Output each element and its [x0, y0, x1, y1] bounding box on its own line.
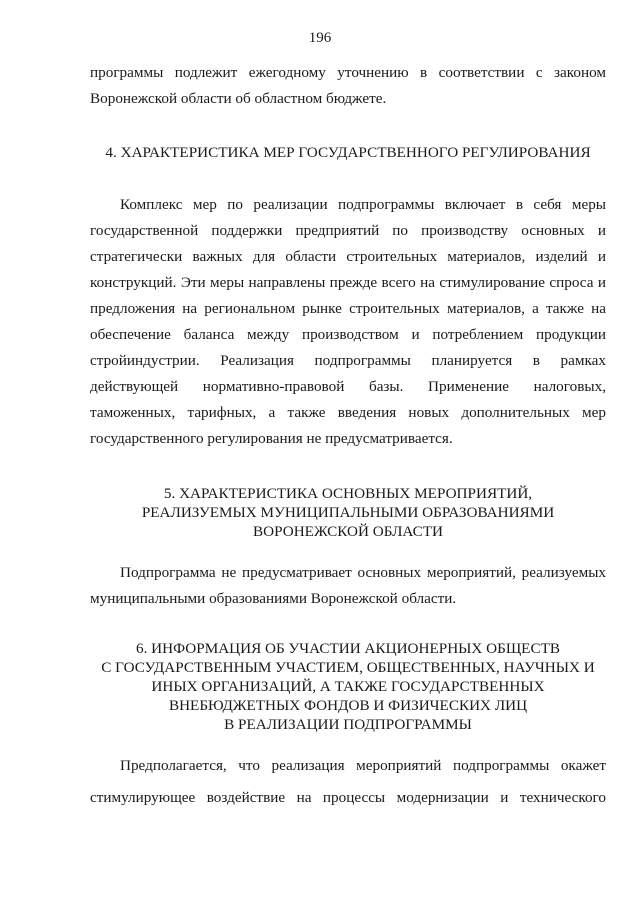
paragraph-line: стратегически важных для области строительных материалов, изделий и [90, 248, 606, 265]
heading-line: С ГОСУДАРСТВЕННЫМ УЧАСТИЕМ, ОБЩЕСТВЕННЫХ, НАУЧНЫХ И [101, 659, 595, 676]
paragraph-line: Подпрограмма не предусматривает основных мероприятий, реализуемых [120, 564, 606, 581]
paragraph-line: стимулирующее воздействие на процессы модернизации и технического [90, 789, 606, 806]
paragraph-line: Предполагается, что реализация мероприятий подпрограммы окажет [120, 757, 606, 774]
paragraph-line: Комплекс мер по реализации подпрограммы включает в себя меры [120, 196, 606, 213]
intro-paragraph [90, 60, 606, 112]
section-6-heading [90, 639, 606, 734]
paragraph-line: программы подлежит ежегодному уточнению в соответствии с законом [90, 64, 606, 81]
section-6-paragraph [90, 753, 606, 811]
paragraph-line: действующей нормативно-правовой базы. Применение налоговых, [90, 378, 606, 395]
section-4-paragraph [90, 192, 606, 452]
paragraph-line: муниципальными образованиями Воронежской области. [90, 590, 457, 607]
section-5-paragraph [90, 560, 606, 612]
heading-line: В РЕАЛИЗАЦИИ ПОДПРОГРАММЫ [224, 716, 472, 733]
page-number: 196 [308, 30, 332, 46]
paragraph-line: государственного регулирования не предусматривается. [90, 430, 453, 447]
paragraph-line: государственной поддержки предприятий по производству основных и [90, 222, 606, 239]
heading-line: ВНЕБЮДЖЕТНЫХ ФОНДОВ И ФИЗИЧЕСКИХ ЛИЦ [168, 697, 528, 714]
paragraph-line: предложения на региональном рынке строительных материалов, а также на [90, 300, 606, 317]
section-5-heading [90, 484, 606, 541]
section-4-heading [90, 143, 606, 162]
heading-line: 6. ИНФОРМАЦИЯ ОБ УЧАСТИИ АКЦИОНЕРНЫХ ОБЩЕСТВ [135, 640, 560, 657]
paragraph-line: обеспечение баланса между производством и потреблением продукции [90, 326, 606, 343]
paragraph-line: Воронежской области об областном бюджете. [90, 90, 387, 107]
paragraph-line: таможенных, тарифных, а также введения новых дополнительных мер [90, 404, 606, 421]
paragraph-line: стройиндустрии. Реализация подпрограммы планируется в рамках [90, 352, 606, 369]
heading-line: 5. ХАРАКТЕРИСТИКА ОСНОВНЫХ МЕРОПРИЯТИЙ, [163, 485, 533, 502]
heading-line: РЕАЛИЗУЕМЫХ МУНИЦИПАЛЬНЫМИ ОБРАЗОВАНИЯМИ [141, 504, 555, 521]
paragraph-line: конструкций. Эти меры направлены прежде всего на стимулирование спроса и [90, 274, 606, 291]
heading-line: 4. ХАРАКТЕРИСТИКА МЕР ГОСУДАРСТВЕННОГО РЕГУЛИРОВАНИЯ [105, 144, 591, 161]
heading-line: ИНЫХ ОРГАНИЗАЦИЙ, А ТАКЖЕ ГОСУДАРСТВЕННЫХ [151, 678, 545, 695]
heading-line: ВОРОНЕЖСКОЙ ОБЛАСТИ [253, 523, 443, 540]
